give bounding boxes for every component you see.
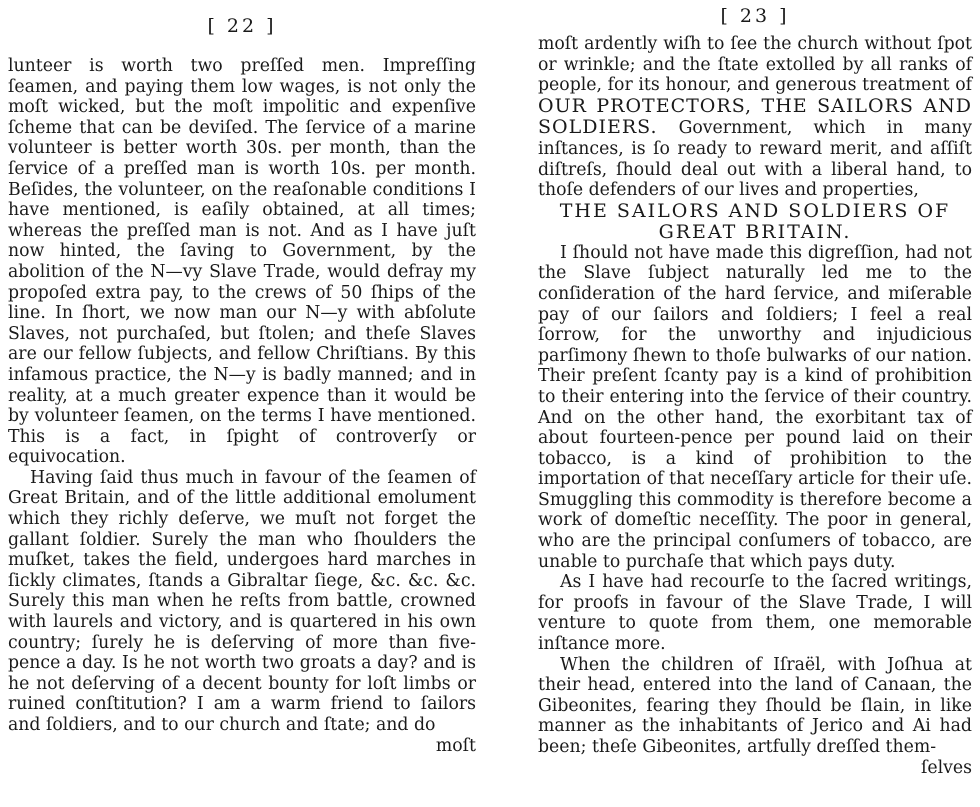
right-page (534, 0, 976, 778)
right-paragraph-3: As I have had recourſe to the ſacred writings, for proofs in favour of the Slave Trade, I will venture to quote from them, one memorable inſtance more. (538, 572, 972, 655)
heading-sailors-soldiers: THE SAILORS AND SOLDIERS OF GREAT BRITAIN. (559, 199, 951, 243)
right-paragraph-2: I ſhould not have made this digreſſion, had not the Slave ſubject naturally led me to the conſideration of the hard ſervice, and miſerable pay of our ſailors and ſoldiers; I feel a real ſorrow, for the unworthy and injudicious parſimony ſhewn to thoſe bulwarks of our nation. Their preſent ſcanty pay is a kind of prohibition to their entering into the ſervice of their country. And on the other hand, the exorbitant tax of about fourteen-pence per pound laid on their tobacco, is a kind of prohibition to the importation of that neceſſary article for their uſe. Smuggling this commodity is therefore become a work of domeſtic neceſſity. The poor in general, who are the principal conſumers of tobacco, are unable to purchaſe that which pays duty. (538, 242, 972, 572)
page-number-left: [ 22 ] (207, 15, 277, 37)
left-catchword: moſt (435, 735, 476, 756)
page-number-right: [ 23 ] (720, 5, 790, 27)
right-paragraph-1a (538, 34, 972, 201)
left-paragraph-2: Having ſaid thus much in favour of the ſeamen of Great Britain, and of the little additional emolument which they richly deſerve, we muſt not forget the gallant ſoldier. Surely the man who ſhoulders the muſket, takes the field, undergoes hard marches in ſickly climates, ſtands a Gibraltar ſiege, &c. &c. &c. Surely this man when he reſts from battle, crowned with laurels and victory, and is quartered in his own country; ſurely he is deſerving of more than five-pence a day. Is he not worth two groats a day? and is he not deſerving of a decent bounty for loſt limbs or ruined conſtitution? I am a warm friend to ſailors and ſoldiers, and to our church and ſtate; and do (8, 467, 476, 735)
right-paragraph-4: When the children of Iſraël, with Joſhua at their head, entered into the land of Canaan, the Gibeonites, fearing they ſhould be ſlain, in like manner as the inhabitants of Jerico and Ai had been; theſe Gibeonites, artfully dreſſed them- (538, 654, 972, 757)
right-catchword: ſelves (920, 757, 972, 778)
heading-protectors: OUR PROTECTORS, THE SAILORS AND SOLDIERS. (538, 94, 972, 139)
left-page (0, 0, 482, 756)
gutter (490, 0, 530, 807)
right-paragraph-1b-text: Government, which in many inſtances, is ſo ready to reward merit, and aſſiſt diſtreſs, ſhould deal out with a liberal hand, to thoſe defenders of our lives and properties, (538, 118, 973, 201)
right-paragraph-1a-text: moſt ardently wiſh to ſee the church without ſpot or wrinkle; and the ſtate extolled by all ranks of people, for its honour, and generous treatment of (538, 34, 972, 96)
left-paragraph-1: lunteer is worth two preſſed men. Impreſſing ſeamen, and paying them low wages, is not only the moſt wicked, but the moſt impolitic and expenſive ſcheme that can be deviſed. The ſervice of a marine volunteer is better worth 30s. per month, than the ſervice of a preſſed man is worth 10s. per month. Beſides, the volunteer, on the reaſonable conditions I have mentioned, is eaſily obtained, at all times; whereas the preſſed man is not. And as I have juſt now hinted, the ſaving to Government, by the abolition of the N—vy Slave Trade, would defray my propoſed extra pay, to the crews of 50 ſhips of the line. In ſhort, we now man our N—y with abſolute Slaves, not purchaſed, but ſtolen; and theſe Slaves are our fellow ſubjects, and fellow Chriſtians. By this infamous practice, the N—y is badly manned; and in reality, at a much greater expence than it would be by volunteer ſeamen, on the terms I have mentioned. This is a fact, in ſpight of controverſy or equivocation. (8, 56, 476, 468)
